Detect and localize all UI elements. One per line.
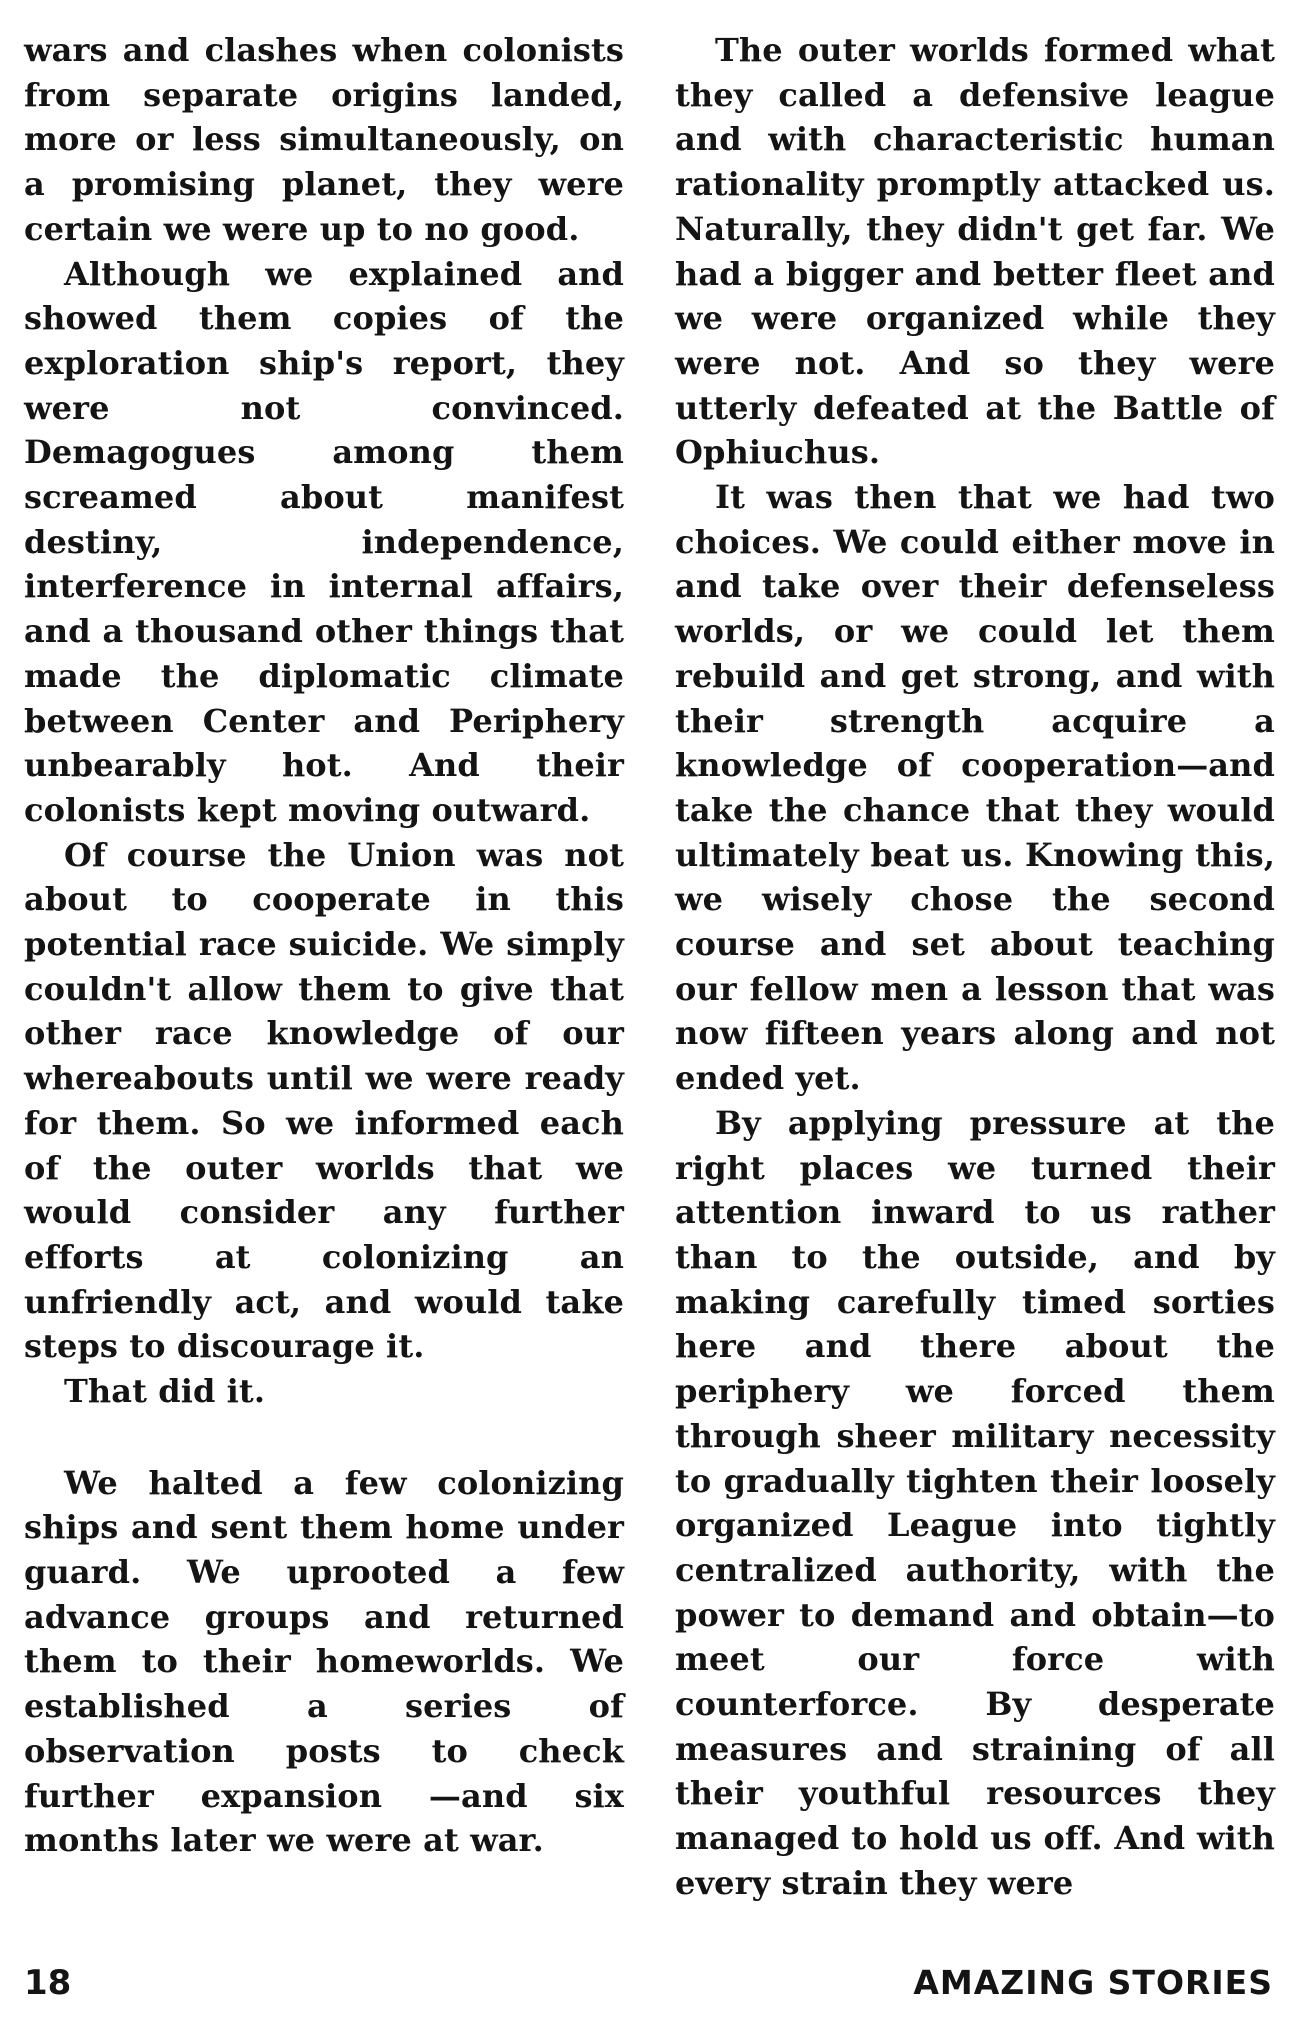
paragraph: Of course the Union was not about to cooperate in this potential race suicide. We simply couldn't allow them to give that other race knowledge of our whereabouts until we were ready for them. So we informed each of the outer worlds that we would consider any further efforts at colonizing an unfriendly act, and would take steps to discourage it. (24, 835, 624, 1366)
paragraph: wars and clashes when colonists from separate origins landed, more or less simultaneously, on a promising planet, they were certain we were up to no good. (24, 31, 624, 248)
right-column (675, 28, 1275, 1906)
paragraph: By applying pressure at the right places we turned their attention inward to us rather than to the outside, and by making carefully timed sorties here and there about the periphery we forced them through sheer military necessity to gradually tighten their loosely organized League into tightly centralized authority, with the power to demand and obtain—to meet our force with counterforce. By desperate measures and straining of all their youthful resources they managed to hold us off. And with every strain they were (675, 1103, 1275, 1902)
page-number: 18 (24, 1963, 72, 2003)
paragraph: Although we explained and showed them copies of the exploration ship's report, they were not convinced. Demagogues among them screamed about manifest destiny, independence, interference in internal affairs, and a thousand other things that made the diplomatic climate between Center and Periphery unbearably hot. And their colonists kept moving outward. (24, 254, 624, 829)
paragraph: It was then that we had two choices. We could either move in and take over their defenseless worlds, or we could let them rebuild and get strong, and with their strength acquire a knowledge of cooperation—and take the chance that they would ultimately beat us. Knowing this, we wisely chose the second course and set about teaching our fellow men a lesson that was now fifteen years along and not ended yet. (675, 478, 1275, 1098)
magazine-title: AMAZING STORIES (913, 1963, 1273, 2002)
paragraph: That did it. (64, 1372, 266, 1411)
paragraph: We halted a few colonizing ships and sent them home under guard. We uprooted a few advance groups and returned them to their homeworlds. We established a series of observation posts to check further expansion —and six months later we were at war. (24, 1463, 624, 1860)
left-column (24, 28, 624, 1863)
page-footer (24, 1963, 1273, 2013)
section-break (24, 1414, 624, 1461)
paragraph: The outer worlds formed what they called a defensive league and with characteristic human rationality promptly attacked us. Naturally, they didn't get far. We had a bigger and better fleet and we were organized while they were not. And so they were utterly defeated at the Battle of Ophiuchus. (675, 31, 1275, 472)
